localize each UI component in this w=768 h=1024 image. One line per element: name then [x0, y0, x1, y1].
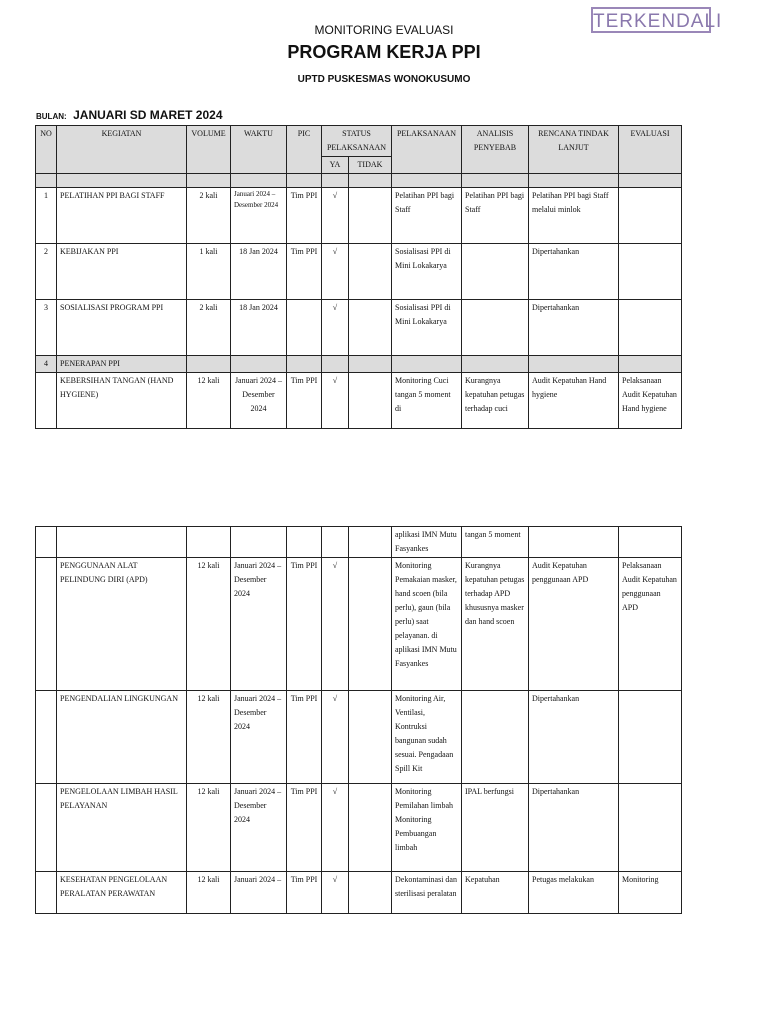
- cell-evaluasi: [619, 244, 682, 300]
- cell-tidak: [349, 872, 392, 914]
- cell-tidak: [349, 784, 392, 872]
- program-table-part1: [35, 125, 682, 429]
- col-pic: PIC: [287, 126, 322, 174]
- cell-pic: Tim PPI: [287, 373, 322, 429]
- cell-pelaksanaan: Monitoring Pemakaian masker, hand scoen (bila perlu), gaun (bila perlu) saat pelayanan. di aplikasi IMN Mutu Fasyankes: [392, 558, 462, 691]
- period-value: JANUARI SD MARET 2024: [73, 108, 223, 122]
- cell-analisis: IPAL berfungsi: [462, 784, 529, 872]
- cell-evaluasi: Pelaksanaan Audit Kepatuhan penggunaan APD: [619, 558, 682, 691]
- cell-kegiatan: SOSIALISASI PROGRAM PPI: [57, 300, 187, 356]
- table-row: [36, 300, 682, 356]
- table-row: [36, 373, 682, 429]
- cell-volume: 12 kali: [187, 373, 231, 429]
- cell-kegiatan: PELATIHAN PPI BAGI STAFF: [57, 188, 187, 244]
- cell-waktu: Januari 2024 –: [231, 872, 287, 914]
- cell-tidak: [349, 244, 392, 300]
- cell-ya: √: [322, 244, 349, 300]
- cell-pelaksanaan: Monitoring Pemilahan limbah Monitoring Pembuangan limbah: [392, 784, 462, 872]
- cell-volume: 12 kali: [187, 872, 231, 914]
- cell-evaluasi: [619, 527, 682, 558]
- col-kegiatan: KEGIATAN: [57, 126, 187, 174]
- cell-waktu: Januari 2024 – Desember 2024: [231, 188, 287, 244]
- cell-kegiatan: KESEHATAN PENGELOLAAN PERALATAN PERAWATAN: [57, 872, 187, 914]
- cell-no: 2: [36, 244, 57, 300]
- cell-ya: [322, 527, 349, 558]
- cell-rencana: Audit Kepatuhan penggunaan APD: [529, 558, 619, 691]
- cell-pic: [287, 300, 322, 356]
- cell-pelaksanaan: Monitoring Air, Ventilasi, Kontruksi bangunan sudah sesuai. Pengadaan Spill Kit: [392, 691, 462, 784]
- cell-analisis: [462, 244, 529, 300]
- cell-kegiatan: [57, 527, 187, 558]
- program-table-part2: [35, 526, 682, 914]
- doc-title-program: PROGRAM KERJA PPI: [287, 42, 481, 62]
- cell-kegiatan: KEBIJAKAN PPI: [57, 244, 187, 300]
- cell-no: 4: [36, 356, 57, 373]
- cell-waktu: Januari 2024 – Desember 2024: [231, 558, 287, 691]
- table-row: [36, 784, 682, 872]
- cell-evaluasi: Monitoring: [619, 872, 682, 914]
- cell-volume: 2 kali: [187, 188, 231, 244]
- col-evaluasi: EVALUASI: [619, 126, 682, 174]
- table-row: [36, 188, 682, 244]
- col-volume: VOLUME: [187, 126, 231, 174]
- cell-no: 1: [36, 188, 57, 244]
- table-row: [36, 691, 682, 784]
- period-line: [36, 106, 223, 124]
- col-rencana: RENCANA TINDAK LANJUT: [529, 126, 619, 174]
- cell-tidak: [349, 373, 392, 429]
- col-analisis: ANALISIS PENYEBAB: [462, 126, 529, 174]
- table-row: [36, 244, 682, 300]
- section-row-penerapan: [36, 356, 682, 373]
- doc-title-monitoring: MONITORING EVALUASI: [314, 23, 454, 37]
- doc-subtitle: UPTD PUSKESMAS WONOKUSUMO: [297, 74, 471, 85]
- cell-tidak: [349, 691, 392, 784]
- cell-evaluasi: [619, 784, 682, 872]
- cell-kegiatan: PENGELOLAAN LIMBAH HASIL PELAYANAN: [57, 784, 187, 872]
- cell-evaluasi: [619, 691, 682, 784]
- terkendali-stamp: TERKENDALI: [591, 7, 711, 33]
- cell-pelaksanaan: aplikasi IMN Mutu Fasyankes: [392, 527, 462, 558]
- cell-evaluasi: Pelaksanaan Audit Kepatuhan Hand hygiene: [619, 373, 682, 429]
- cell-pic: Tim PPI: [287, 558, 322, 691]
- cell-waktu: Januari 2024 – Desember 2024: [231, 691, 287, 784]
- cell-pic: Tim PPI: [287, 872, 322, 914]
- table-header-row: [36, 126, 682, 157]
- cell-waktu: Januari 2024 – Desember 2024: [231, 784, 287, 872]
- cell-waktu: 18 Jan 2024: [231, 244, 287, 300]
- col-waktu: WAKTU: [231, 126, 287, 174]
- cell-volume: 2 kali: [187, 300, 231, 356]
- table-row: [36, 558, 682, 691]
- cell-rencana: Dipertahankan: [529, 244, 619, 300]
- cell-analisis: [462, 691, 529, 784]
- cell-pic: Tim PPI: [287, 188, 322, 244]
- period-label: BULAN:: [36, 112, 67, 121]
- cell-tidak: [349, 527, 392, 558]
- cell-ya: √: [322, 784, 349, 872]
- cell-tidak: [349, 558, 392, 691]
- cell-no: [36, 373, 57, 429]
- cell-pelaksanaan: Sosialisasi PPI di Mini Lokakarya: [392, 244, 462, 300]
- cell-evaluasi: [619, 188, 682, 244]
- cell-ya: √: [322, 872, 349, 914]
- cell-tidak: [349, 300, 392, 356]
- cell-waktu: [231, 527, 287, 558]
- cell-waktu: Januari 2024 – Desember 2024: [231, 373, 287, 429]
- cell-analisis: Pelatihan PPI bagi Staff: [462, 188, 529, 244]
- table-row: [36, 527, 682, 558]
- col-tidak: TIDAK: [349, 157, 392, 174]
- cell-analisis: tangan 5 moment: [462, 527, 529, 558]
- cell-ya: √: [322, 188, 349, 244]
- table-spacer-row: [36, 174, 682, 188]
- cell-volume: 12 kali: [187, 691, 231, 784]
- cell-rencana: Dipertahankan: [529, 300, 619, 356]
- cell-evaluasi: [619, 300, 682, 356]
- cell-volume: 1 kali: [187, 244, 231, 300]
- cell-pic: Tim PPI: [287, 244, 322, 300]
- cell-tidak: [349, 188, 392, 244]
- cell-rencana: Dipertahankan: [529, 784, 619, 872]
- cell-pelaksanaan: Monitoring Cuci tangan 5 moment di: [392, 373, 462, 429]
- cell-rencana: Petugas melakukan: [529, 872, 619, 914]
- cell-rencana: [529, 527, 619, 558]
- col-pelaksanaan: PELAKSANAAN: [392, 126, 462, 174]
- cell-kegiatan: PENERAPAN PPI: [57, 356, 187, 373]
- cell-analisis: Kepatuhan: [462, 872, 529, 914]
- cell-pelaksanaan: Dekontaminasi dan sterilisasi peralatan: [392, 872, 462, 914]
- cell-kegiatan: KEBERSIHAN TANGAN (HAND HYGIENE): [57, 373, 187, 429]
- cell-ya: √: [322, 300, 349, 356]
- cell-pelaksanaan: Pelatihan PPI bagi Staff: [392, 188, 462, 244]
- cell-analisis: Kurangnya kepatuhan petugas terhadap APD khususnya masker dan hand scoen: [462, 558, 529, 691]
- table-row: [36, 872, 682, 914]
- cell-waktu: 18 Jan 2024: [231, 300, 287, 356]
- cell-pic: Tim PPI: [287, 691, 322, 784]
- cell-kegiatan: PENGGUNAAN ALAT PELINDUNG DIRI (APD): [57, 558, 187, 691]
- cell-ya: √: [322, 373, 349, 429]
- cell-ya: √: [322, 691, 349, 784]
- cell-ya: √: [322, 558, 349, 691]
- cell-volume: [187, 527, 231, 558]
- cell-volume: 12 kali: [187, 558, 231, 691]
- col-status: STATUS PELAKSANAAN: [322, 126, 392, 157]
- cell-no: 3: [36, 300, 57, 356]
- cell-rencana: Pelatihan PPI bagi Staff melalui minlok: [529, 188, 619, 244]
- cell-analisis: [462, 300, 529, 356]
- col-no: NO: [36, 126, 57, 174]
- cell-pelaksanaan: Sosialisasi PPI di Mini Lokakarya: [392, 300, 462, 356]
- cell-pic: [287, 527, 322, 558]
- cell-rencana: Dipertahankan: [529, 691, 619, 784]
- cell-analisis: Kurangnya kepatuhan petugas terhadap cuci: [462, 373, 529, 429]
- col-ya: YA: [322, 157, 349, 174]
- cell-rencana: Audit Kepatuhan Hand hygiene: [529, 373, 619, 429]
- cell-volume: 12 kali: [187, 784, 231, 872]
- cell-pic: Tim PPI: [287, 784, 322, 872]
- cell-kegiatan: PENGENDALIAN LINGKUNGAN: [57, 691, 187, 784]
